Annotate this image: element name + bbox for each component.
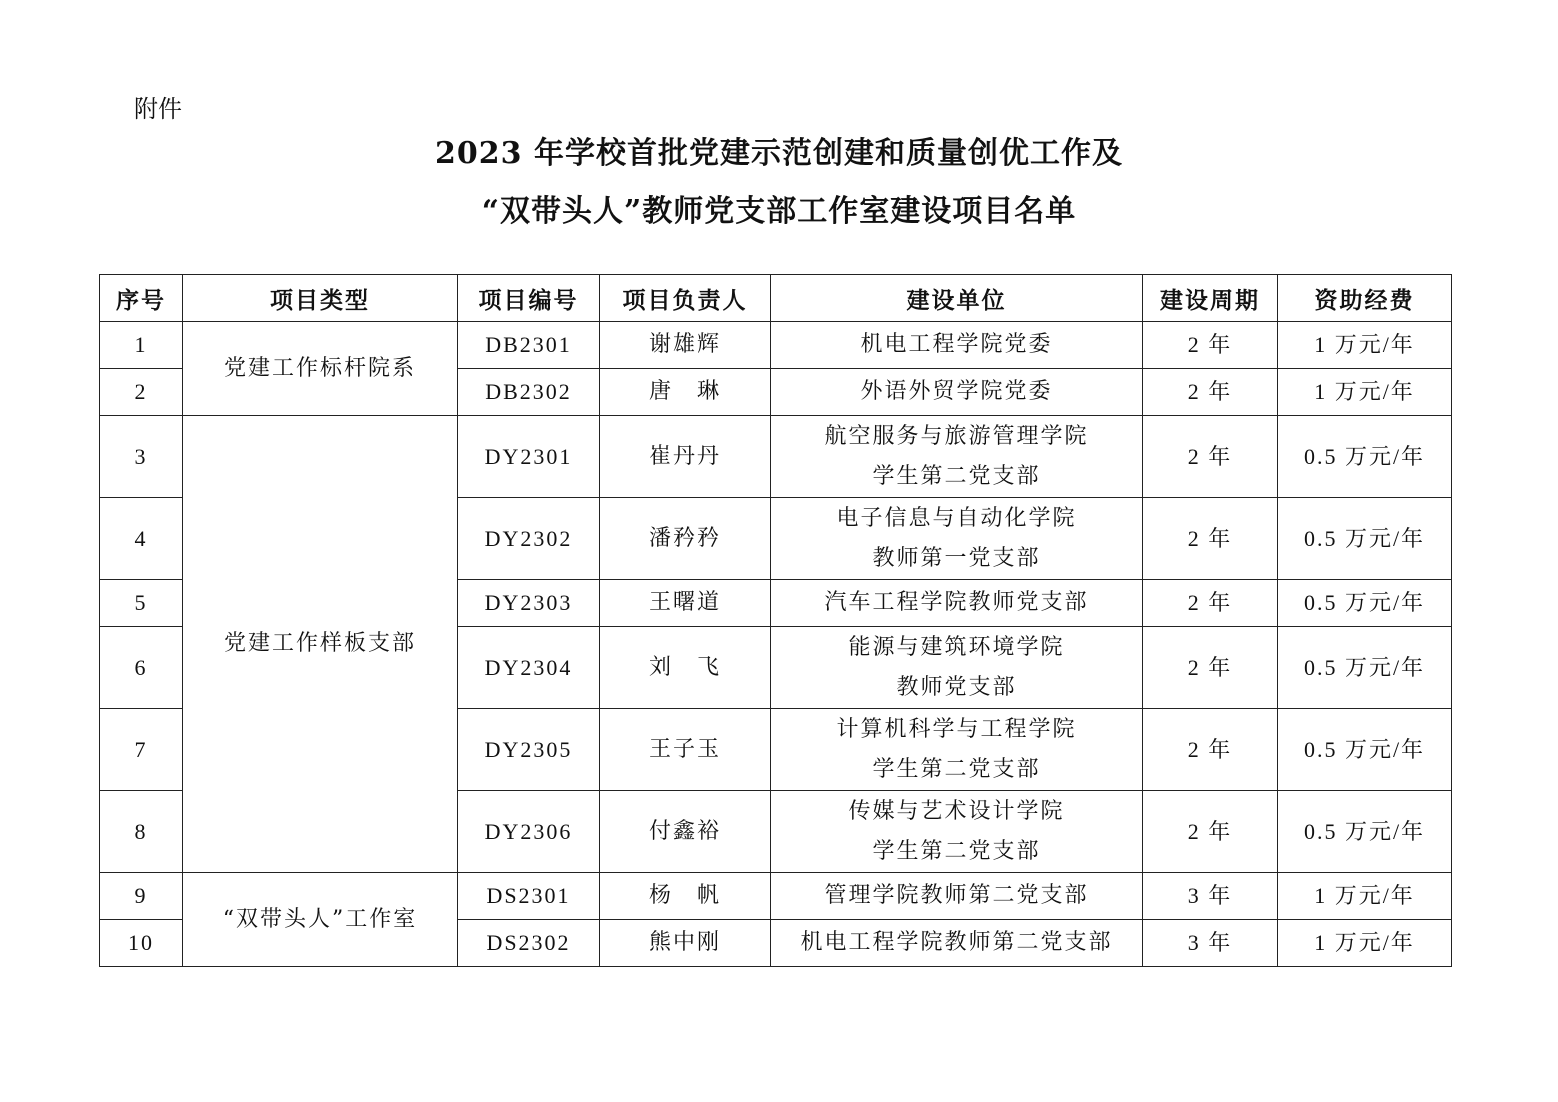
- unit-line: 传媒与艺术设计学院: [848, 798, 1065, 824]
- serial-cell: 6: [100, 627, 183, 709]
- header-project-code: 项目编号: [458, 275, 600, 322]
- period-cell: 2 年: [1143, 709, 1278, 791]
- unit-cell: [771, 791, 1143, 873]
- unit-cell: 管理学院教师第二党支部: [771, 873, 1143, 920]
- period-cell: 2 年: [1143, 627, 1278, 709]
- unit-cell: 机电工程学院教师第二党支部: [771, 920, 1143, 967]
- header-project-leader: 项目负责人: [600, 275, 771, 322]
- table-row: [100, 416, 1452, 498]
- table-row: [100, 873, 1452, 920]
- serial-cell: 4: [100, 498, 183, 580]
- leader-cell: 潘矜矜: [600, 498, 771, 580]
- unit-line: 学生第二党支部: [872, 838, 1041, 864]
- unit-cell: 汽车工程学院教师党支部: [771, 580, 1143, 627]
- project-code-cell: DY2303: [458, 580, 600, 627]
- header-serial: 序号: [100, 275, 183, 322]
- project-code-cell: DS2302: [458, 920, 600, 967]
- serial-cell: 8: [100, 791, 183, 873]
- leader-cell: 崔丹丹: [600, 416, 771, 498]
- period-cell: 2 年: [1143, 580, 1278, 627]
- funding-cell: 1 万元/年: [1278, 322, 1452, 369]
- funding-cell: 0.5 万元/年: [1278, 627, 1452, 709]
- unit-line: 能源与建筑环境学院: [848, 634, 1065, 660]
- funding-cell: 1 万元/年: [1278, 873, 1452, 920]
- unit-line: 教师第一党支部: [872, 545, 1041, 571]
- funding-cell: 0.5 万元/年: [1278, 791, 1452, 873]
- unit-line: 电子信息与自动化学院: [836, 505, 1077, 531]
- serial-cell: 2: [100, 369, 183, 416]
- project-code-cell: DB2302: [458, 369, 600, 416]
- funding-cell: 0.5 万元/年: [1278, 709, 1452, 791]
- project-code-cell: DS2301: [458, 873, 600, 920]
- leader-cell: 王子玉: [600, 709, 771, 791]
- period-cell: 2 年: [1143, 791, 1278, 873]
- funding-cell: 0.5 万元/年: [1278, 580, 1452, 627]
- project-code-cell: DY2304: [458, 627, 600, 709]
- document-title-line-2: “双带头人”教师党支部工作室建设项目名单: [481, 194, 1077, 229]
- table-header-row: [100, 275, 1452, 322]
- unit-line: 学生第二党支部: [872, 756, 1041, 782]
- table-row: [100, 322, 1452, 369]
- period-cell: 3 年: [1143, 873, 1278, 920]
- project-code-cell: DY2305: [458, 709, 600, 791]
- serial-cell: 7: [100, 709, 183, 791]
- funding-cell: 0.5 万元/年: [1278, 498, 1452, 580]
- serial-cell: 10: [100, 920, 183, 967]
- leader-cell: 王曙道: [600, 580, 771, 627]
- unit-line: 学生第二党支部: [872, 463, 1041, 489]
- unit-cell: [771, 498, 1143, 580]
- header-funding: 资助经费: [1278, 275, 1452, 322]
- unit-cell: 外语外贸学院党委: [771, 369, 1143, 416]
- unit-line: 教师党支部: [896, 674, 1017, 700]
- leader-cell: 熊中刚: [600, 920, 771, 967]
- funding-cell: 0.5 万元/年: [1278, 416, 1452, 498]
- project-type-cell: “双带头人”工作室: [183, 873, 458, 967]
- leader-cell: 唐 琳: [600, 369, 771, 416]
- header-construction-period: 建设周期: [1143, 275, 1278, 322]
- period-cell: 2 年: [1143, 322, 1278, 369]
- document-title-line-1: 2023 年学校首批党建示范创建和质量创优工作及: [435, 136, 1123, 171]
- project-code-cell: DB2301: [458, 322, 600, 369]
- unit-cell: [771, 416, 1143, 498]
- project-list-table: [99, 274, 1452, 967]
- leader-cell: 谢雄辉: [600, 322, 771, 369]
- funding-cell: 1 万元/年: [1278, 920, 1452, 967]
- period-cell: 2 年: [1143, 416, 1278, 498]
- header-construction-unit: 建设单位: [771, 275, 1143, 322]
- period-cell: 2 年: [1143, 498, 1278, 580]
- serial-cell: 5: [100, 580, 183, 627]
- project-code-cell: DY2301: [458, 416, 600, 498]
- leader-cell: 杨 帆: [600, 873, 771, 920]
- serial-cell: 3: [100, 416, 183, 498]
- project-code-cell: DY2302: [458, 498, 600, 580]
- serial-cell: 1: [100, 322, 183, 369]
- period-cell: 2 年: [1143, 369, 1278, 416]
- leader-cell: 付鑫裕: [600, 791, 771, 873]
- unit-cell: [771, 627, 1143, 709]
- project-type-cell: 党建工作样板支部: [183, 416, 458, 873]
- funding-cell: 1 万元/年: [1278, 369, 1452, 416]
- unit-line: 计算机科学与工程学院: [836, 716, 1077, 742]
- serial-cell: 9: [100, 873, 183, 920]
- header-project-type: 项目类型: [183, 275, 458, 322]
- unit-cell: 机电工程学院党委: [771, 322, 1143, 369]
- unit-line: 航空服务与旅游管理学院: [824, 423, 1089, 449]
- period-cell: 3 年: [1143, 920, 1278, 967]
- project-code-cell: DY2306: [458, 791, 600, 873]
- unit-cell: [771, 709, 1143, 791]
- attachment-label: 附件: [134, 95, 182, 123]
- leader-cell: 刘 飞: [600, 627, 771, 709]
- project-type-cell: 党建工作标杆院系: [183, 322, 458, 416]
